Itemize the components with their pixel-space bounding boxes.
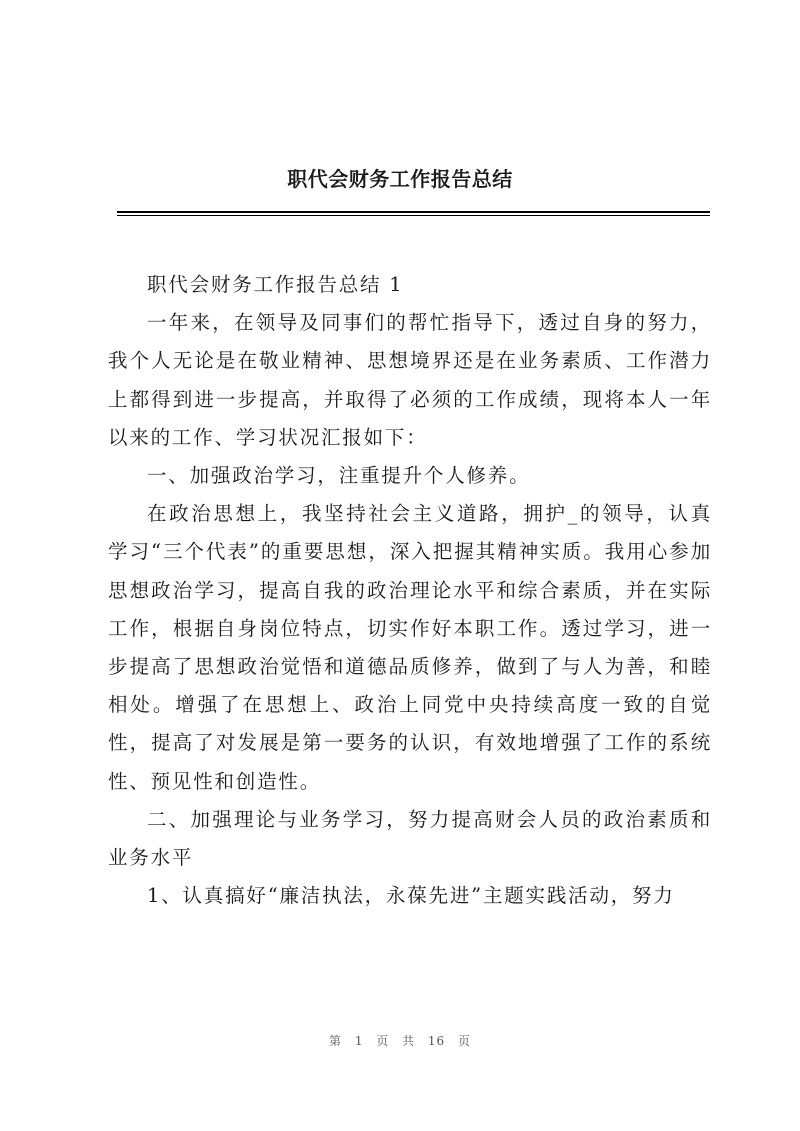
document-body [108, 266, 712, 915]
page-footer: 第 1 页 共 16 页 [329, 1034, 471, 1048]
section-heading: 职代会财务工作报告总结 1 [147, 273, 404, 296]
title-divider-thin [117, 215, 710, 216]
section-heading: 一、加强政治学习，注重提升个人修养。 [147, 464, 531, 488]
body-paragraph: 在政治思想上，我坚持社会主义道路，拥护_的领导，认真学习“三个代表”的重要思想，深入把握其精神实质。我用心参加思想政治学习，提高自我的政治理论水平和综合素质，并在实际工作，根据自身岗位特点，切实作好本职工作。透过学习，进一步提高了思想政治觉悟和道德品质修养，做到了与人为善，和睦相处。增强了在思想上、政治上同党中央持续高度一致的自觉性，提高了对发展是第一要务的认识，有效地增强了工作的系统性、预见性和创造性。 [108, 502, 712, 793]
body-paragraph: 1、认真搞好“廉洁执法，永葆先进”主题实践活动，努力 [147, 884, 675, 908]
section-heading: 二、加强理论与业务学习，努力提高财会人员的政治素质和业务水平 [108, 807, 712, 870]
body-paragraph: 一年来，在领导及同事们的帮忙指导下，透过自身的努力，我个人无论是在敬业精神、思想境界还是在业务素质、工作潜力上都得到进一步提高，并取得了必须的工作成绩，现将本人一年以来的工作、学习状况汇报如下： [108, 311, 712, 449]
title-divider [117, 211, 710, 213]
page-title: 职代会财务工作报告总结 [287, 167, 513, 191]
